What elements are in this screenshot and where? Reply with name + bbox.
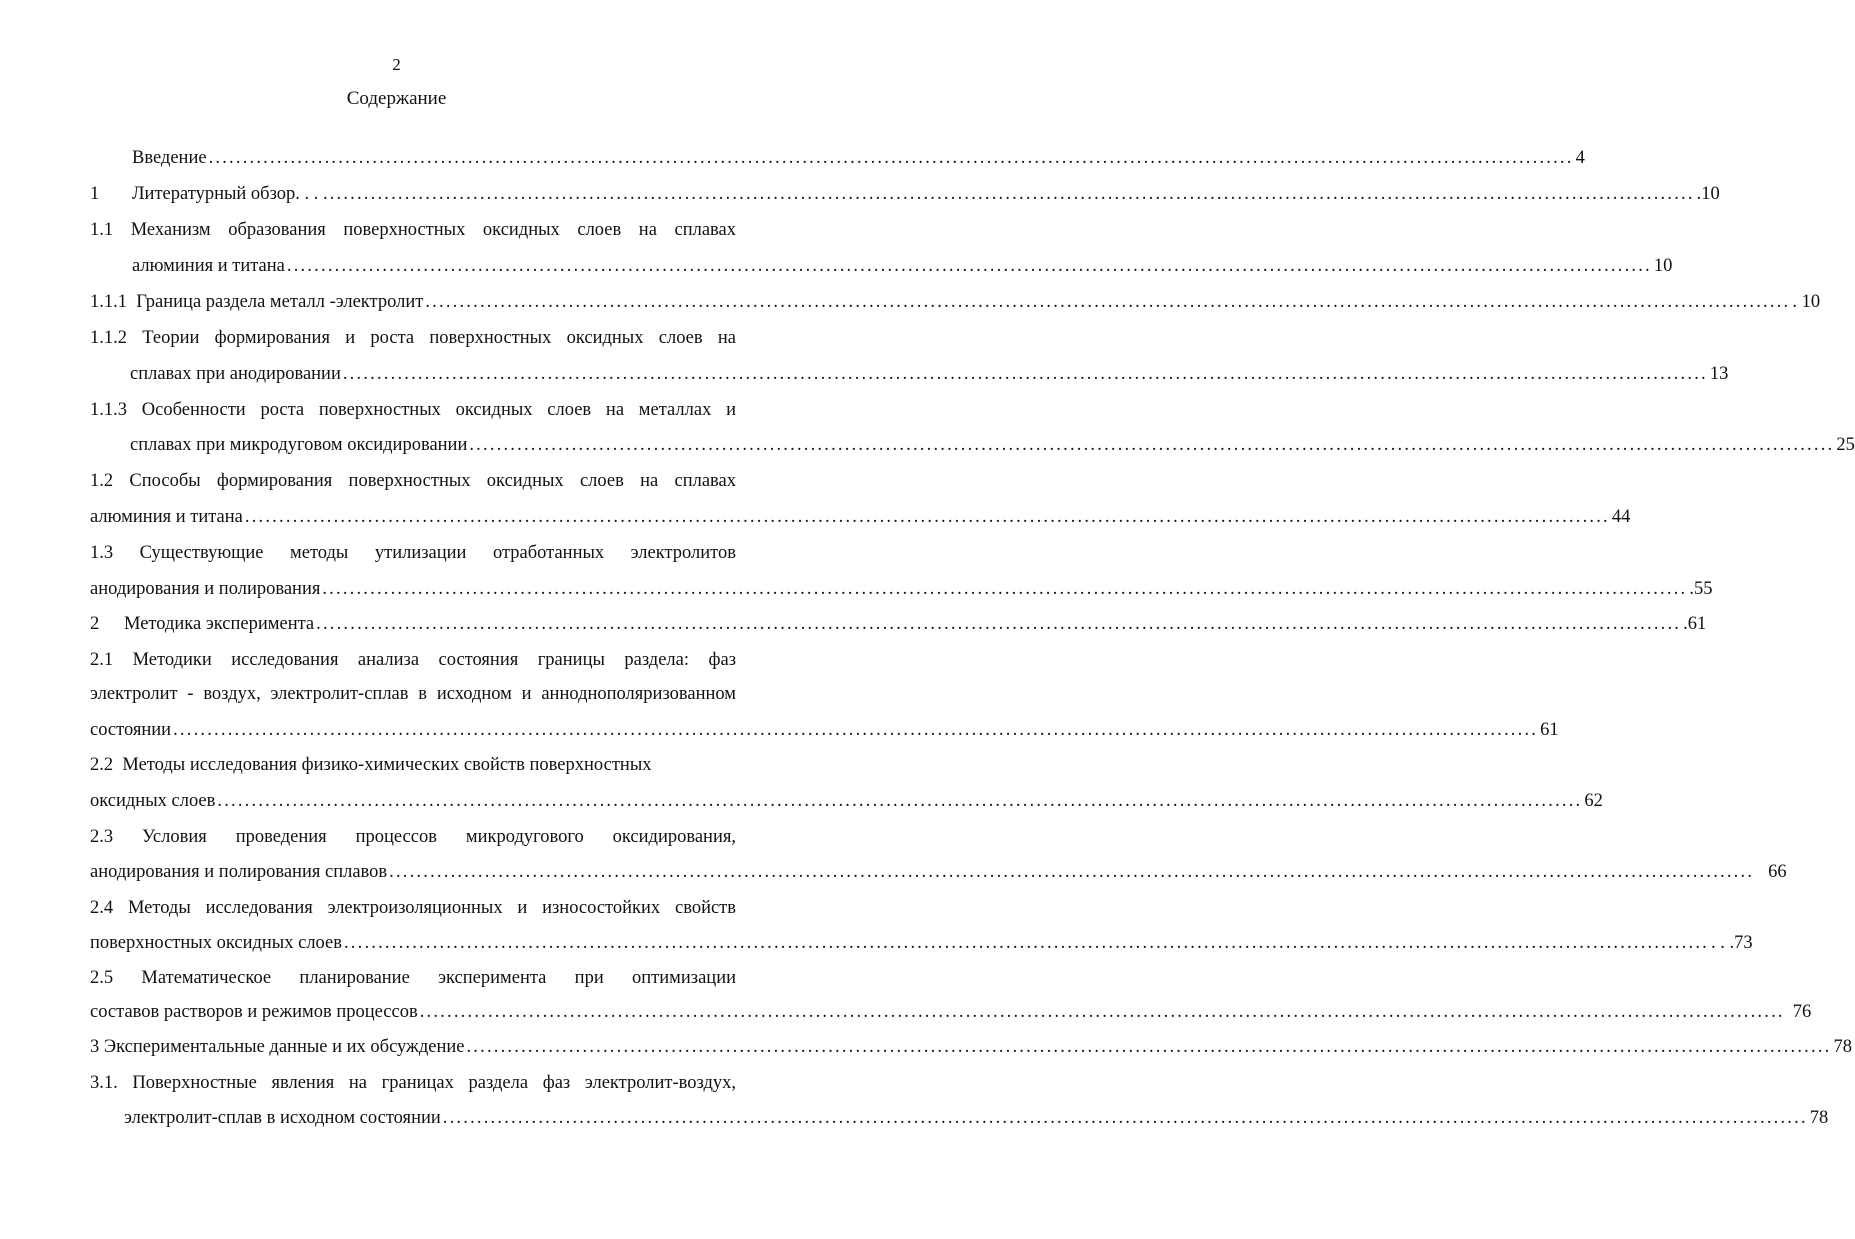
toc-label: алюминия и титана <box>132 256 285 276</box>
toc-page: 13 <box>1709 364 1729 384</box>
toc-entry-2-2-line1: 2.2 Методы исследования физико-химических свойств поверхностных <box>90 755 652 775</box>
toc-entry-2-1-line1: 2.1 Методики исследования анализа состояния границы раздела: фаз <box>90 650 736 670</box>
dot-leader: ........................................................................................................................................................................................................ <box>343 933 1709 953</box>
toc-entry-ch3 <box>90 1035 1852 1059</box>
dot-leader: ........................................................................................................................................................................................................ <box>389 862 1755 882</box>
toc-entry-2-2-line2 <box>90 789 1603 813</box>
toc-entry-3-1-line2 <box>124 1106 1829 1130</box>
toc-entry-2-5-line1: 2.5 Математическое планирование эксперимента при оптимизации <box>90 968 736 988</box>
toc-entry-1-1-3-line1: 1.1.3 Особенности роста поверхностных оксидных слоев на металлах и <box>90 400 736 420</box>
toc-page: .61 <box>1683 614 1707 634</box>
toc-label: оксидных слоев <box>90 791 216 811</box>
toc-label: Введение <box>132 148 207 168</box>
toc-page: . . .73 <box>1710 933 1753 953</box>
toc-page: 25 <box>1836 435 1855 455</box>
toc-page: 78 <box>1809 1108 1829 1128</box>
toc-entry-2-4-line2 <box>90 931 1753 955</box>
toc-entry-2-4-line1: 2.4 Методы исследования электроизоляционных и износостойких свойств <box>90 898 736 918</box>
toc-page: 66 <box>1768 862 1787 882</box>
toc-entry-2-3-line2 <box>90 860 1787 884</box>
toc-page: . 10 <box>1792 292 1821 312</box>
toc-label: Литературный обзор. . . . <box>132 184 328 204</box>
dot-leader: ........................................................................................................................................................................................................ <box>425 292 1791 312</box>
toc-page: 10 <box>1653 256 1673 276</box>
toc-entry-2-1-line3 <box>90 718 1559 742</box>
toc-entry-2-1-line2: электролит - воздух, электролит-сплав в исходном и анноднополяризованном <box>90 684 736 704</box>
toc-entry-1-3-line2 <box>90 577 1713 601</box>
dot-leader: ........................................................................................................................................................................................................ <box>442 1108 1808 1128</box>
toc-entry-1-1-3-line2 <box>130 433 1855 457</box>
toc-label: Методика эксперимента <box>124 614 315 634</box>
toc-entry-1-1-1 <box>90 290 1821 314</box>
toc-entry-2-3-line1: 2.3 Условия проведения процессов микродугового оксидирования, <box>90 827 736 847</box>
toc-entry-1-2-line1: 1.2 Способы формирования поверхностных оксидных слоев на сплавах <box>90 471 736 491</box>
dot-leader: ........................................................................................................................................................................................................ <box>286 256 1652 276</box>
dot-leader: ........................................................................................................................................................................................................ <box>173 720 1539 740</box>
dot-leader: ........................................................................................................................................................................................................ <box>322 579 1688 599</box>
dot-leader: ........................................................................................................................................................................................................ <box>316 614 1682 634</box>
toc-page: 44 <box>1611 507 1631 527</box>
dot-leader: ........................................................................................................................................................................................................ <box>419 1002 1785 1022</box>
toc-entry-number: 1 <box>90 184 100 204</box>
dot-leader: ........................................................................................................................................................................................................ <box>469 435 1835 455</box>
dot-leader: ........................................................................................................................................................................................................ <box>244 507 1610 527</box>
toc-entry-2-5-line2 <box>90 1000 1812 1024</box>
page-number: 2 <box>392 55 401 74</box>
toc-page: .10 <box>1696 184 1720 204</box>
dot-leader: ........................................................................................................................................................................................................ <box>329 184 1695 204</box>
toc-label: 3 Экспериментальные данные и их обсуждение <box>90 1037 465 1057</box>
toc-entry-3-1-line1: 3.1. Поверхностные явления на границах раздела фаз электролит-воздух, <box>90 1073 736 1093</box>
toc-entry-1-1-line1: 1.1 Механизм образования поверхностных оксидных слоев на сплавах <box>90 220 736 240</box>
dot-leader: ........................................................................................................................................................................................................ <box>217 791 1583 811</box>
page-title: Содержание <box>346 88 447 109</box>
toc-page: 61 <box>1540 720 1559 740</box>
toc-label: анодирования и полирования <box>90 579 321 599</box>
dot-leader: ........................................................................................................................................................................................................ <box>342 364 1708 384</box>
toc-entry-number: 2 <box>90 614 100 634</box>
toc-page: 78 <box>1833 1037 1852 1057</box>
toc-entry-intro <box>132 146 1585 170</box>
toc-label: составов растворов и режимов процессов <box>90 1002 418 1022</box>
dot-leader: ........................................................................................................................................................................................................ <box>208 148 1574 168</box>
toc-label: сплавах при микродуговом оксидировании <box>130 435 468 455</box>
toc-entry-1-1-2-line1: 1.1.2 Теории формирования и роста поверхностных оксидных слоев на <box>90 328 736 348</box>
toc-label: алюминия и титана <box>90 507 243 527</box>
toc-entry-1-2-line2 <box>90 505 1631 529</box>
toc-label: 1.1.1 Граница раздела металл -электролит <box>90 292 424 312</box>
toc-page: 76 <box>1792 1002 1812 1022</box>
toc-entry-ch1 <box>132 182 1720 206</box>
toc-page: 62 <box>1584 791 1603 811</box>
toc-label: анодирования и полирования сплавов <box>90 862 388 882</box>
toc-page: .55 <box>1689 579 1713 599</box>
toc-entry-1-3-line1: 1.3 Существующие методы утилизации отработанных электролитов <box>90 543 736 563</box>
toc-label: электролит-сплав в исходном состоянии <box>124 1108 441 1128</box>
toc-entry-ch2 <box>124 612 1707 636</box>
toc-label: состоянии <box>90 720 172 740</box>
toc-entry-1-1-line2 <box>132 254 1673 278</box>
toc-label: сплавах при анодировании <box>130 364 341 384</box>
dot-leader: ........................................................................................................................................................................................................ <box>466 1037 1832 1057</box>
toc-entry-1-1-2-line2 <box>130 362 1729 386</box>
toc-page: 4 <box>1575 148 1585 168</box>
toc-label: поверхностных оксидных слоев <box>90 933 342 953</box>
